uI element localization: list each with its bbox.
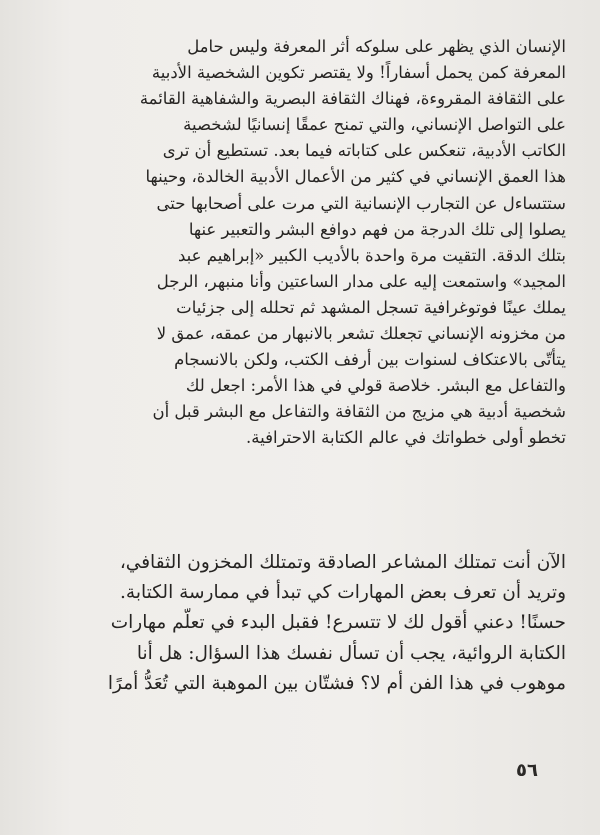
paragraph-line: ستتساءل عن التجارب الإنسانية التي مرت على أصحابها حتى <box>156 193 566 213</box>
paragraph-line: تخطو أولى خطواتك في عالم الكتابة الاحترافية. <box>246 428 566 448</box>
paragraph-line: الكتابة الروائية، يجب أن تسأل نفسك هذا السؤال: هل أنا <box>136 642 566 664</box>
paragraph-line: على التواصل الإنساني، والتي تمنح عمقًا إنسانيًا لشخصية <box>183 115 566 135</box>
paragraph-line: والتفاعل مع البشر. خلاصة قولي في هذا الأمر: اجعل لك <box>185 376 566 396</box>
paragraph-line: يصلوا إلى تلك الدرجة من فهم دوافع البشر والتعبير عنها <box>188 219 566 239</box>
paragraph-line: على الثقافة المقروءة، فهناك الثقافة البصرية والشفاهية القائمة <box>139 89 566 109</box>
paragraph-line: بتلك الدقة. التقيت مرة واحدة بالأديب الكبير «إبراهيم عبد <box>178 245 566 265</box>
paragraph-line: هذا العمق الإنساني في كثير من الأعمال الأدبية الخالدة، وحينها <box>145 167 566 187</box>
paragraph-line: يتأتّى بالاعتكاف لسنوات بين أرفف الكتب، ولكن بالانسجام <box>174 350 566 370</box>
paragraph-1 <box>34 34 566 452</box>
paragraph-line: حسنًا! دعني أقول لك لا تتسرع! فقبل البدء في تعلُّم مهارات <box>110 612 566 634</box>
paragraph-2 <box>34 548 566 699</box>
page-number: ٥٦ <box>516 760 538 781</box>
paragraph-line: شخصية أدبية هي مزيج من الثقافة والتفاعل مع البشر قبل أن <box>152 402 566 422</box>
paragraph-line: الإنسان الذي يظهر على سلوكه أثر المعرفة وليس حامل <box>187 37 566 56</box>
paragraph-line: الآن أنت تمتلك المشاعر الصادقة وتمتلك المخزون الثقافي، <box>119 552 566 573</box>
paragraph-line: يملك عينًا فوتوغرافية تسجل المشهد ثم تحلله إلى جزئيات <box>176 297 566 317</box>
paragraph-line: من مخزونه الإنساني تجعلك تشعر بالانبهار من عمقه، عمق لا <box>156 324 566 344</box>
paragraph-line: الكاتب الأدبية، تنعكس على كتاباته فيما بعد. تستطيع أن ترى <box>162 141 566 161</box>
paragraph-line: وتريد أن تعرف بعض المهارات كي تبدأ في ممارسة الكتابة. <box>120 582 566 604</box>
paragraph-line: المجيد» واستمعت إليه على مدار الساعتين وأنا منبهر، الرجل <box>156 271 566 291</box>
paragraph-line: المعرفة كمن يحمل أسفاراً! ولا يقتصر تكوين الشخصية الأدبية <box>151 63 566 83</box>
paragraph-line: موهوب في هذا الفن أم لا؟ فشتّان بين الموهبة التي تُعَدُّ أمرًا <box>107 672 566 694</box>
